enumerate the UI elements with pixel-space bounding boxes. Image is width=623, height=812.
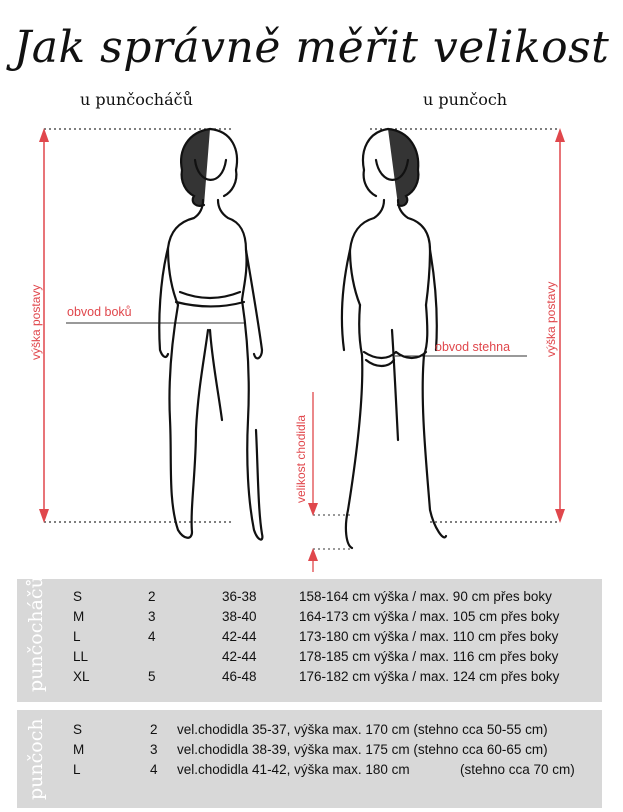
size-cell: S <box>73 589 83 604</box>
subtitle-tights: u punčocháčů <box>80 90 193 109</box>
table-row <box>17 629 602 649</box>
table-row <box>17 742 602 762</box>
number-cell: 2 <box>148 589 156 604</box>
number-cell: 4 <box>150 762 158 777</box>
figure-tights <box>159 129 262 540</box>
desc-cell: vel.chodidla 38-39, výška max. 175 cm (stehno cca 60-65 cm) <box>177 742 548 757</box>
table-row <box>17 762 602 782</box>
range-cell: 42-44 <box>222 649 257 664</box>
number-cell: 3 <box>150 742 158 757</box>
size-cell: L <box>73 629 81 644</box>
table-row <box>17 649 602 669</box>
table-row <box>17 669 602 689</box>
number-cell: 2 <box>150 722 158 737</box>
size-cell: M <box>73 609 85 624</box>
desc-cell: 178-185 cm výška / max. 116 cm přes boky <box>299 649 559 664</box>
desc-cell: vel.chodidla 35-37, výška max. 170 cm (stehno cca 50-55 cm) <box>177 722 548 737</box>
stockings-side-label: punčoch <box>25 718 47 800</box>
subtitle-stockings: u punčoch <box>423 90 508 109</box>
number-cell: 3 <box>148 609 156 624</box>
stockings-size-table <box>17 710 602 808</box>
table-row <box>17 609 602 629</box>
size-cell: S <box>73 722 83 737</box>
height-label-left: výška postavy <box>29 284 43 360</box>
extra-cell: (stehno cca 70 cm) <box>460 762 575 777</box>
desc-cell: 164-173 cm výška / max. 105 cm přes boky <box>299 609 560 624</box>
figure-stockings <box>342 129 446 548</box>
size-cell: L <box>73 762 81 777</box>
tights-size-table <box>17 576 602 702</box>
desc-cell: 176-182 cm výška / max. 124 cm přes boky <box>299 669 560 684</box>
table-row <box>17 722 602 742</box>
foot-label: velikost chodidla <box>294 414 308 503</box>
foot-arrow <box>308 392 350 572</box>
range-cell: 42-44 <box>222 629 257 644</box>
tights-side-label: punčocháčů <box>25 576 47 692</box>
desc-cell: vel.chodidla 41-42, výška max. 180 cm <box>177 762 410 777</box>
size-cell: XL <box>73 669 90 684</box>
range-cell: 36-38 <box>222 589 257 604</box>
desc-cell: 173-180 cm výška / max. 110 cm přes boky <box>299 629 559 644</box>
hips-label: obvod boků <box>67 305 132 319</box>
number-cell: 5 <box>148 669 156 684</box>
page-title: Jak správně měřit velikost <box>13 22 610 73</box>
table-row <box>17 589 602 609</box>
desc-cell: 158-164 cm výška / max. 90 cm přes boky <box>299 589 552 604</box>
range-cell: 46-48 <box>222 669 257 684</box>
number-cell: 4 <box>148 629 156 644</box>
size-cell: M <box>73 742 85 757</box>
thigh-label: obvod stehna <box>435 340 511 354</box>
size-cell: LL <box>73 649 89 664</box>
range-cell: 38-40 <box>222 609 257 624</box>
height-label-right: výška postavy <box>544 281 558 357</box>
